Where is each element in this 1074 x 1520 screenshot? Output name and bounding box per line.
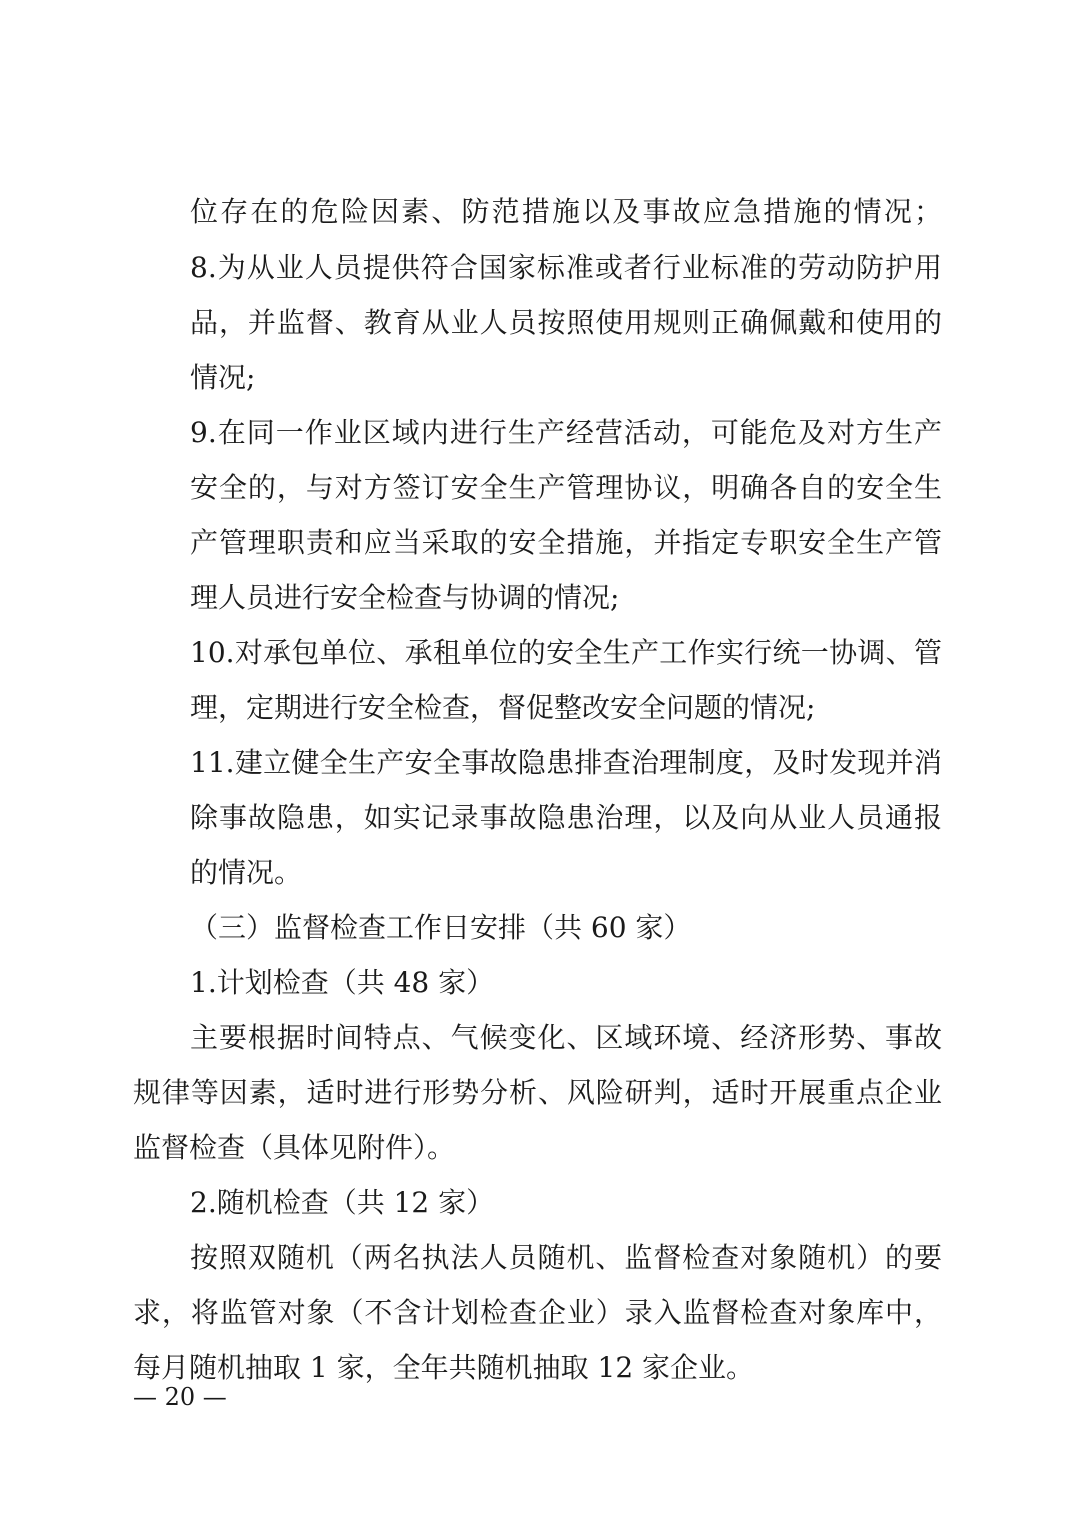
- text-line-18: 监督检查（具体见附件）。: [133, 1131, 456, 1164]
- text-line-17: 规律等因素，适时进行形势分析、风险研判，适时开展重点企业: [133, 1076, 942, 1109]
- text-line-7: 产管理职责和应当采取的安全措施，并指定专职安全生产管: [190, 526, 942, 559]
- text-line-16: 主要根据时间特点、气候变化、区域环境、经济形势、事故: [190, 1021, 942, 1054]
- subheading-random-inspection: 2.随机检查（共 12 家）: [190, 1186, 495, 1219]
- text-line-9: 10.对承包单位、承租单位的安全生产工作实行统一协调、管: [190, 636, 942, 669]
- text-line-1: 位存在的危险因素、防范措施以及事故应急措施的情况；: [190, 195, 942, 228]
- text-line-21: 求，将监管对象（不含计划检查企业）录入监督检查对象库中，: [133, 1296, 942, 1329]
- text-line-2: 8.为从业人员提供符合国家标准或者行业标准的劳动防护用: [190, 251, 942, 284]
- section-heading: （三）监督检查工作日安排（共 60 家）: [190, 911, 692, 944]
- text-line-6: 安全的，与对方签订安全生产管理协议，明确各自的安全生: [190, 471, 942, 504]
- text-line-12: 除事故隐患，如实记录事故隐患治理，以及向从业人员通报: [190, 801, 942, 834]
- page-number: — 20 —: [133, 1383, 227, 1411]
- text-line-10: 理，定期进行安全检查，督促整改安全问题的情况;: [190, 691, 816, 724]
- text-line-11: 11.建立健全生产安全事故隐患排查治理制度，及时发现并消: [190, 746, 942, 779]
- text-line-3: 品，并监督、教育从业人员按照使用规则正确佩戴和使用的: [190, 306, 942, 339]
- text-line-5: 9.在同一作业区域内进行生产经营活动，可能危及对方生产: [190, 416, 942, 449]
- text-line-13: 的情况。: [190, 856, 303, 889]
- text-line-8: 理人员进行安全检查与协调的情况;: [190, 581, 620, 614]
- text-line-20: 按照双随机（两名执法人员随机、监督检查对象随机）的要: [190, 1241, 942, 1274]
- text-line-22: 每月随机抽取 1 家，全年共随机抽取 12 家企业。: [133, 1351, 755, 1384]
- text-line-4: 情况;: [190, 361, 256, 394]
- subheading-planned-inspection: 1.计划检查（共 48 家）: [190, 966, 495, 999]
